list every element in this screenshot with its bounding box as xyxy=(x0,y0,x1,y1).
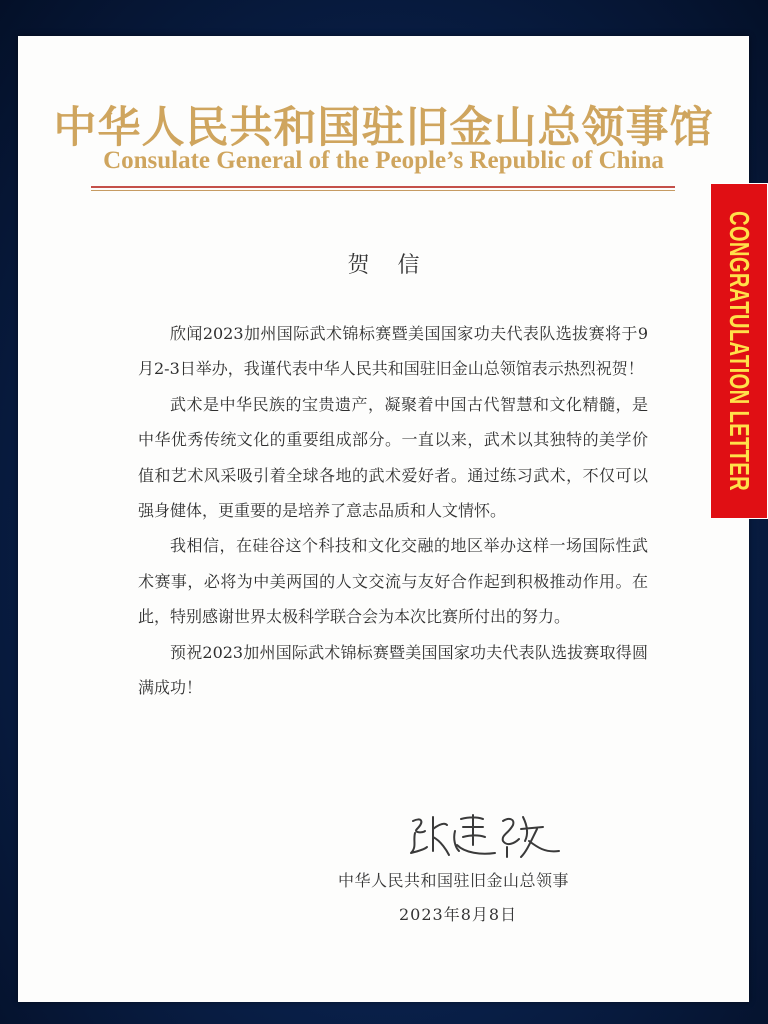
letter-paragraph: 欣闻2023加州国际武术锦标赛暨美国国家功夫代表队选拔赛将于9月2-3日举办，我谨代表中华人民共和国驻旧金山总领馆表示热烈祝贺！ xyxy=(138,324,648,379)
letterhead-english-name: Consulate General of the People’s Republic of China xyxy=(103,147,664,174)
letter-body xyxy=(138,316,648,705)
letterhead-chinese-name: 中华人民共和国驻旧金山总领事馆 xyxy=(53,103,714,153)
letter-paragraph: 武术是中华民族的宝贵遗产，凝聚着中国古代智慧和文化精髓，是中华优秀传统文化的重要组成部分。一直以来，武术以其独特的美学价值和艺术风采吸引着全球各地的武术爱好者。通过练习武术，不仅可以强身健体，更重要的是培养了意志品质和人文情怀。 xyxy=(138,394,648,521)
letterhead-gold-rule xyxy=(91,190,675,191)
letter-paragraph: 预祝2023加州国际武术锦标赛暨美国国家功夫代表队选拔赛取得圆满成功！ xyxy=(138,642,648,698)
handwritten-signature xyxy=(403,811,563,863)
letter-paper xyxy=(18,36,749,1002)
letter-date: 2023年8月8日 xyxy=(399,905,518,924)
congratulation-letter-badge xyxy=(710,183,768,519)
letter-paragraph: 我相信，在硅谷这个科技和文化交融的地区举办这样一场国际性武术赛事，必将为中美两国的人文交流与友好合作起到积极推动作用。在此，特别感谢世界太极科学联合会为本次比赛所付出的努力。 xyxy=(138,536,648,627)
badge-label: CONGRATULATION LETTER xyxy=(724,210,755,492)
letter-title: 贺信 xyxy=(347,253,448,278)
letterhead-red-rule xyxy=(91,186,675,188)
signatory-title: 中华人民共和国驻旧金山总领事 xyxy=(338,871,570,890)
